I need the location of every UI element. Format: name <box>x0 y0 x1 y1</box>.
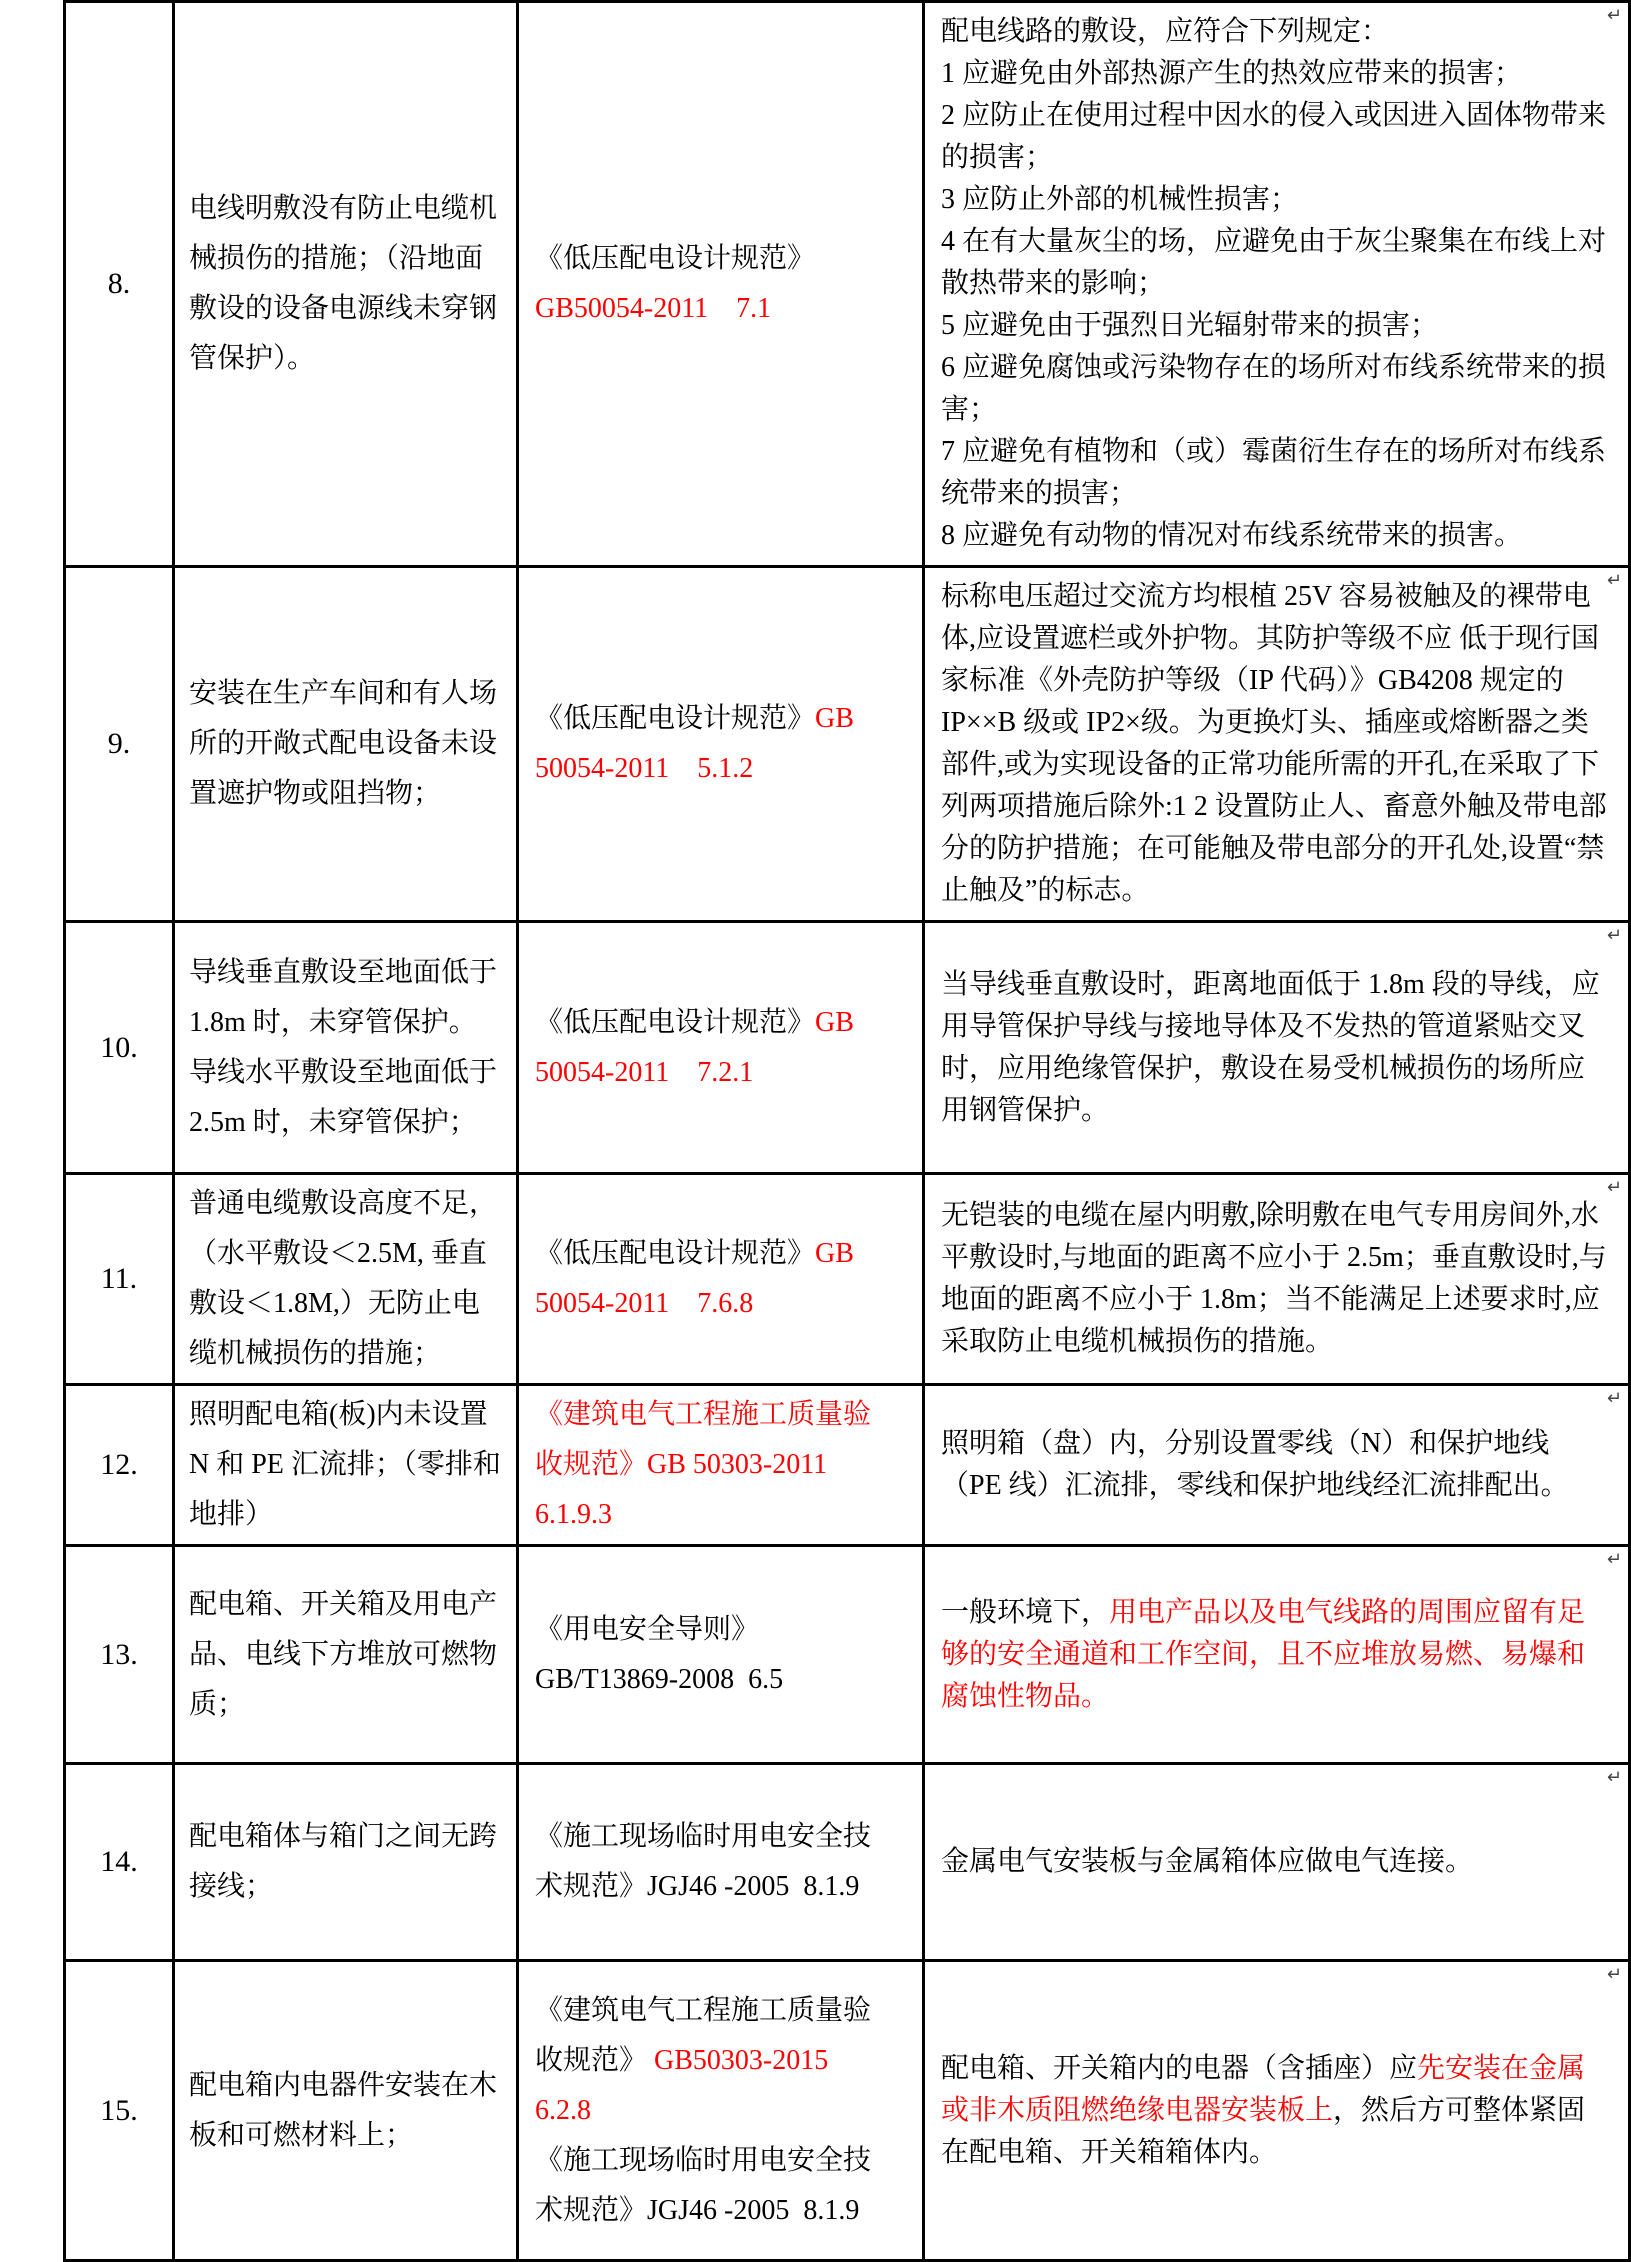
text-segment: 收规范》 <box>535 2044 648 2076</box>
regulation-cell <box>924 567 1630 922</box>
line-break-mark-icon: ↵ <box>1606 570 1622 591</box>
red-text-segment: 50054-2011 5.1.2 <box>535 753 754 784</box>
row-number-cell: 12. <box>65 1385 174 1546</box>
standard-line <box>535 1986 912 2036</box>
text-segment: 《用电安全导则》 <box>535 1613 760 1645</box>
line-break-mark-icon: ↵ <box>1606 1767 1622 1788</box>
text-segment: 一般环境下， <box>941 1596 1110 1628</box>
standard-cell <box>518 1385 924 1546</box>
text-segment: 4 在有大量灰尘的场，应避免由于灰尘聚集在布线上对散热带来的影响； <box>941 226 1607 299</box>
line-break-mark-icon: ↵ <box>1606 1549 1622 1570</box>
text-segment: 无铠装的电缆在屋内明敷,除明敷在电气专用房间外,水平敷设时,与地面的距离不应小于 2.5m；垂直敷设时,与地面的距离不应小于 1.8m；当不能满足上述要求时,应采取防止电缆机械损伤的措施。 <box>941 1200 1607 1357</box>
problem-text: 配电箱体与箱门之间无跨接线； <box>189 1821 498 1902</box>
standard-line <box>535 1279 912 1329</box>
problem-text: 配电箱、开关箱及用电产品、电线下方堆放可燃物质； <box>189 1588 498 1720</box>
red-text-segment: GB <box>815 1006 854 1038</box>
row-number-cell: 13. <box>65 1546 174 1764</box>
regulation-cell <box>924 2 1630 567</box>
text-segment: 标称电压超过交流方均根植 25V 容易被触及的裸带电体,应设置遮栏或外护物。其防护等级不应 低于现行国家标准《外壳防护等级（IP 代码）》GB4208 规定的 IP××B 级或 IP2×级。为更换灯头、插座或熔断器之类部件,或为实现设备的正常功能所需的开孔,在采取了下列两项措施后除外:1 2 设置防止人、畜意外触及带电部分的防护措施；在可能触及带电部分的开孔处,设置“禁止触及”的标志。 <box>941 581 1607 906</box>
standard-line <box>535 234 912 284</box>
problem-text: 安装在生产车间和有人场所的开敞式配电设备未设置遮护物或阻挡物； <box>189 678 498 809</box>
text-segment: 《低压配电设计规范》 <box>535 703 816 734</box>
regulation-paragraph <box>941 1592 1608 1718</box>
standard-line <box>535 2086 912 2136</box>
text-segment: 照明箱（盘）内，分别设置零线（N）和保护地线（PE 线）汇流排，零线和保护地线经汇流排配出。 <box>941 1428 1569 1501</box>
red-text-segment: 50054-2011 7.6.8 <box>535 1288 754 1319</box>
text-segment: 《低压配电设计规范》 <box>535 1238 816 1269</box>
text-segment: 配电线路的敷设，应符合下列规定： <box>941 16 1390 47</box>
text-segment: 《施工现场临时用电安全技 <box>535 2144 872 2176</box>
standard-line <box>535 1862 912 1912</box>
standard-line <box>535 1812 912 1862</box>
problem-cell <box>174 1385 518 1546</box>
standard-cell <box>518 1174 924 1385</box>
text-segment: 《低压配电设计规范》 <box>535 1006 816 1038</box>
text-segment: 术规范》JGJ46 -2005 8.1.9 <box>535 1871 860 1902</box>
table-row <box>65 922 1630 1174</box>
text-segment: 3 应防止外部的机械性损害； <box>941 184 1299 215</box>
regulation-paragraph <box>941 305 1608 347</box>
text-segment: 术规范》JGJ46 -2005 8.1.9 <box>535 2194 860 2226</box>
red-text-segment: 6.1.9.3 <box>535 1499 612 1530</box>
table-row <box>65 1764 1630 1961</box>
line-break-mark-icon: ↵ <box>1606 1964 1622 1985</box>
row-number-cell: 10. <box>65 922 174 1174</box>
standard-line <box>535 1229 912 1279</box>
regulation-paragraph <box>941 431 1608 515</box>
regulation-table-sheet <box>63 0 1631 2262</box>
red-text-segment: 6.2.8 <box>535 2094 591 2126</box>
standard-cell <box>518 1961 924 2261</box>
text-segment: 金属电气安装板与金属箱体应做电气连接。 <box>941 1846 1474 1877</box>
standard-line <box>535 2136 912 2186</box>
standard-line <box>535 1605 912 1655</box>
text-segment: 6 应避免腐蚀或污染物存在的场所对布线系统带来的损害； <box>941 352 1607 425</box>
text-segment: 1 应避免由外部热源产生的热效应带来的损害； <box>941 58 1523 89</box>
problem-cell <box>174 1546 518 1764</box>
regulation-paragraph <box>941 1423 1608 1507</box>
problem-text: 普通电缆敷设高度不足，（水平敷设＜2.5M, 垂直敷设＜1.8M,）无防止电缆机械损伤的措施； <box>189 1188 498 1369</box>
regulation-cell <box>924 1174 1630 1385</box>
row-number-cell: 11. <box>65 1174 174 1385</box>
standard-line <box>535 284 912 334</box>
text-segment: 8 应避免有动物的情况对布线系统带来的损害。 <box>941 520 1523 551</box>
text-segment: ，然后方可整体紧固在配电箱、开关箱箱体内。 <box>941 2094 1586 2168</box>
red-text-segment: GB <box>815 1238 854 1269</box>
problem-cell <box>174 1764 518 1961</box>
red-text-segment: 先安装在金属或非木质阻燃绝缘电器安装板上 <box>941 2052 1586 2126</box>
text-segment: 2 应防止在使用过程中因水的侵入或因进入固体物带来的损害； <box>941 100 1607 173</box>
standard-line <box>535 2186 912 2236</box>
regulation-paragraph <box>941 515 1608 557</box>
standard-cell <box>518 1546 924 1764</box>
text-segment: 5 应避免由于强烈日光辐射带来的损害； <box>941 310 1439 341</box>
problem-text: 电线明敷没有防止电缆机械损伤的措施；（沿地面敷设的设备电源线未穿钢管保护）。 <box>189 193 498 374</box>
text-segment: 当导线垂直敷设时，距离地面低于 1.8m 段的导线，应用导管保护导线与接地导体及不发热的管道紧贴交叉时，应用绝缘管保护，敷设在易受机械损伤的场所应用钢管保护。 <box>941 968 1600 1126</box>
standard-cell <box>518 567 924 922</box>
line-break-mark-icon: ↵ <box>1606 925 1622 946</box>
standard-cell <box>518 1764 924 1961</box>
standard-line <box>535 744 912 794</box>
standard-line <box>535 1440 912 1490</box>
regulation-cell <box>924 1764 1630 1961</box>
standard-line <box>535 1390 912 1440</box>
red-text-segment: 收规范》GB 50303-2011 <box>535 1449 828 1480</box>
red-text-segment: 《建筑电气工程施工质量验 <box>535 1399 872 1430</box>
problem-text: 导线水平敷设至地面低于 2.5m 时，未穿管保护； <box>189 1056 505 1138</box>
row-number-cell: 15. <box>65 1961 174 2261</box>
text-segment: 《低压配电设计规范》 <box>535 243 816 274</box>
regulation-paragraph <box>941 1841 1608 1883</box>
regulation-paragraph <box>941 95 1608 179</box>
standard-line <box>535 2036 912 2086</box>
line-break-mark-icon: ↵ <box>1606 1177 1622 1198</box>
regulation-cell <box>924 1385 1630 1546</box>
standard-line <box>535 998 912 1048</box>
line-break-mark-icon: ↵ <box>1606 1388 1622 1409</box>
regulation-cell <box>924 1546 1630 1764</box>
regulation-paragraph <box>941 576 1608 912</box>
regulation-paragraph <box>941 964 1608 1132</box>
table-row <box>65 2 1630 567</box>
regulation-paragraph <box>941 2048 1608 2174</box>
red-text-segment: 50054-2011 7.2.1 <box>535 1056 754 1088</box>
red-text-segment: 用电产品以及电气线路的周围应留有足够的安全通道和工作空间，且不应堆放易燃、易爆和腐蚀性物品。 <box>941 1596 1586 1712</box>
text-segment: 配电箱、开关箱内的电器（含插座）应 <box>941 2052 1418 2084</box>
table-row <box>65 1546 1630 1764</box>
row-number-cell: 9. <box>65 567 174 922</box>
problem-text: 照明配电箱(板)内未设置 N 和 PE 汇流排；（零排和地排） <box>189 1399 501 1530</box>
red-text-segment: GB50054-2011 7.1 <box>535 293 772 324</box>
problem-cell <box>174 567 518 922</box>
regulation-paragraph <box>941 221 1608 305</box>
line-break-mark-icon: ↵ <box>1606 5 1622 26</box>
regulation-paragraph <box>941 347 1608 431</box>
standard-line <box>535 1048 912 1098</box>
standard-line <box>535 694 912 744</box>
regulation-paragraph <box>941 11 1608 53</box>
row-number-cell: 14. <box>65 1764 174 1961</box>
text-segment: 《施工现场临时用电安全技 <box>535 1821 872 1852</box>
standard-line <box>535 1655 912 1705</box>
regulation-paragraph <box>941 1195 1608 1363</box>
problem-cell <box>174 2 518 567</box>
regulation-table <box>63 0 1631 2262</box>
row-number-cell: 8. <box>65 2 174 567</box>
table-row <box>65 1961 1630 2261</box>
table-row <box>65 1385 1630 1546</box>
text-segment: 《建筑电气工程施工质量验 <box>535 1994 872 2026</box>
table-row <box>65 1174 1630 1385</box>
table-row <box>65 567 1630 922</box>
problem-cell <box>174 1174 518 1385</box>
red-text-segment: GB50303-2015 <box>647 2044 829 2076</box>
problem-text: 导线垂直敷设至地面低于 1.8m 时，未穿管保护。 <box>189 956 505 1038</box>
standard-cell <box>518 2 924 567</box>
regulation-cell <box>924 922 1630 1174</box>
standard-cell <box>518 922 924 1174</box>
problem-text: 配电箱内电器件安装在木板和可燃材料上； <box>189 2069 498 2151</box>
standard-line <box>535 1490 912 1540</box>
problem-cell <box>174 922 518 1174</box>
rules-table-body <box>65 2 1630 2261</box>
text-segment: 7 应避免有植物和（或）霉菌衍生存在的场所对布线系统带来的损害； <box>941 436 1607 509</box>
regulation-paragraph <box>941 179 1608 221</box>
regulation-paragraph <box>941 53 1608 95</box>
problem-cell <box>174 1961 518 2261</box>
red-text-segment: GB <box>815 703 854 734</box>
regulation-cell <box>924 1961 1630 2261</box>
text-segment: GB/T13869-2008 6.5 <box>535 1663 784 1695</box>
